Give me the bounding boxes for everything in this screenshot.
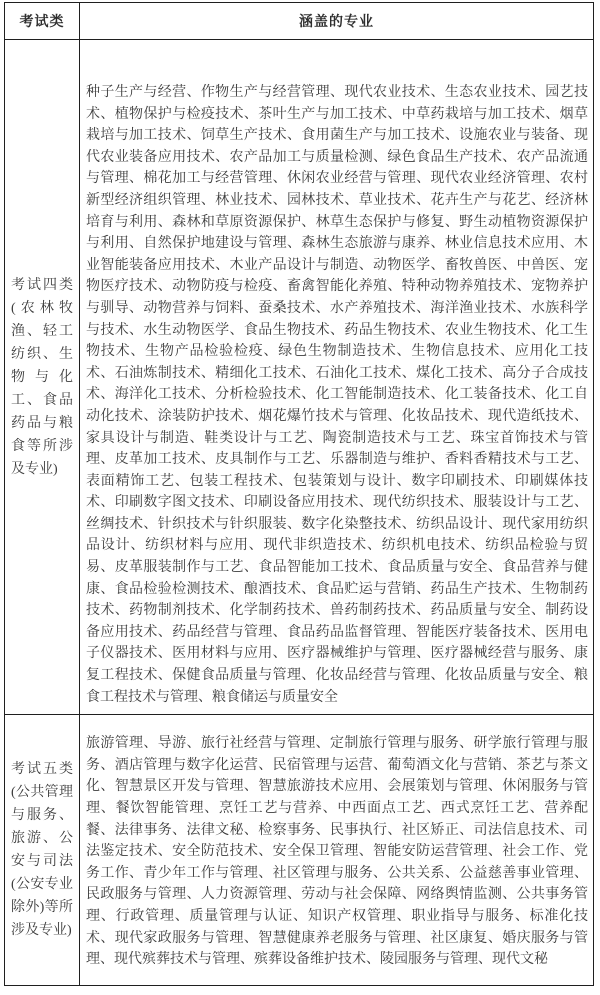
header-exam-category: 考试类 [5,3,80,40]
table-row-exam-class-five [5,715,594,986]
majors-exam-class-five: 旅游管理、导游、旅行社经营与管理、定制旅行管理与服务、研学旅行管理与服务、酒店管理与数字化运营、民宿管理与运营、葡萄酒文化与营销、茶艺与茶文化、智慧景区开发与管理、智慧旅游技术应用、会展策划与管理、休闲服务与管理、餐饮智能管理、烹饪工艺与营养、中西面点工艺、西式烹饪工艺、营养配餐、法律事务、法律文秘、检察事务、民事执行、社区矫正、司法信息技术、司法鉴定技术、安全防范技术、安全保卫管理、智能安防运营管理、社会工作、党务工作、青少年工作与管理、社区管理与服务、公共关系、公益慈善事业管理、民政服务与管理、人力资源管理、劳动与社会保障、网络舆情监测、公共事务管理、行政管理、质量管理与认证、知识产权管理、职业指导与服务、标准化技术、现代家政服务与管理、智慧健康养老服务与管理、社区康复、婚庆服务与管理、现代殡葬技术与管理、殡葬设备维护技术、陵园服务与管理、现代文秘 [80,715,594,986]
category-exam-class-four: 考试四类(农林牧渔、轻工纺织、生物与化工、食品药品与粮食等所涉及专业) [5,40,80,715]
header-row [5,3,594,40]
exam-category-majors-table [4,2,594,986]
category-exam-class-five: 考试五类(公共管理与服务、旅游、公安与司法(公安专业除外)等所涉及专业) [5,715,80,986]
table-row-exam-class-four [5,40,594,715]
header-covered-majors: 涵盖的专业 [80,3,594,40]
majors-exam-class-four: 种子生产与经营、作物生产与经营管理、现代农业技术、生态农业技术、园艺技术、植物保护与检疫技术、茶叶生产与加工技术、中草药栽培与加工技术、烟草栽培与加工技术、饲草生产技术、食用菌生产与加工技术、设施农业与装备、现代农业装备应用技术、农产品加工与质量检测、绿色食品生产技术、农产品流通与管理、棉花加工与经营管理、休闲农业经营与管理、现代农业经济管理、农村新型经济组织管理、林业技术、园林技术、草业技术、花卉生产与花艺、经济林培育与利用、森林和草原资源保护、林草生态保护与修复、野生动植物资源保护与利用、自然保护地建设与管理、森林生态旅游与康养、林业信息技术应用、木业智能装备应用技术、木业产品设计与制造、动物医学、畜牧兽医、中兽医、宠物医疗技术、动物防疫与检疫、畜禽智能化养殖、特种动物养殖技术、宠物养护与驯导、动物营养与饲料、蚕桑技术、水产养殖技术、海洋渔业技术、水族科学与技术、水生动物医学、食品生物技术、药品生物技术、农业生物技术、化工生物技术、生物产品检验检疫、绿色生物制造技术、生物信息技术、应用化工技术、石油炼制技术、精细化工技术、石油化工技术、煤化工技术、高分子合成技术、海洋化工技术、分析检验技术、化工智能制造技术、化工装备技术、化工自动化技术、涂装防护技术、烟花爆竹技术与管理、化妆品技术、现代造纸技术、家具设计与制造、鞋类设计与工艺、陶瓷制造技术与工艺、珠宝首饰技术与管理、皮革加工技术、皮具制作与工艺、乐器制造与维护、香料香精技术与工艺、表面精饰工艺、包装工程技术、包装策划与设计、数字印刷技术、印刷媒体技术、印刷数字图文技术、印刷设备应用技术、现代纺织技术、服装设计与工艺、丝绸技术、针织技术与针织服装、数字化染整技术、纺织品设计、现代家用纺织品设计、纺织材料与应用、现代非织造技术、纺织机电技术、纺织品检验与贸易、皮革服装制作与工艺、食品智能加工技术、食品质量与安全、食品营养与健康、食品检验检测技术、酿酒技术、食品贮运与营销、药品生产技术、生物制药技术、药物制剂技术、化学制药技术、兽药制药技术、药品质量与安全、制药设备应用技术、药品经营与管理、食品药品监督管理、智能医疗装备技术、医用电子仪器技术、医用材料与应用、医疗器械维护与管理、医疗器械经营与服务、康复工程技术、保健食品质量与管理、化妆品经营与管理、化妆品质量与安全、粮食工程技术与管理、粮食储运与质量安全 [80,40,594,715]
